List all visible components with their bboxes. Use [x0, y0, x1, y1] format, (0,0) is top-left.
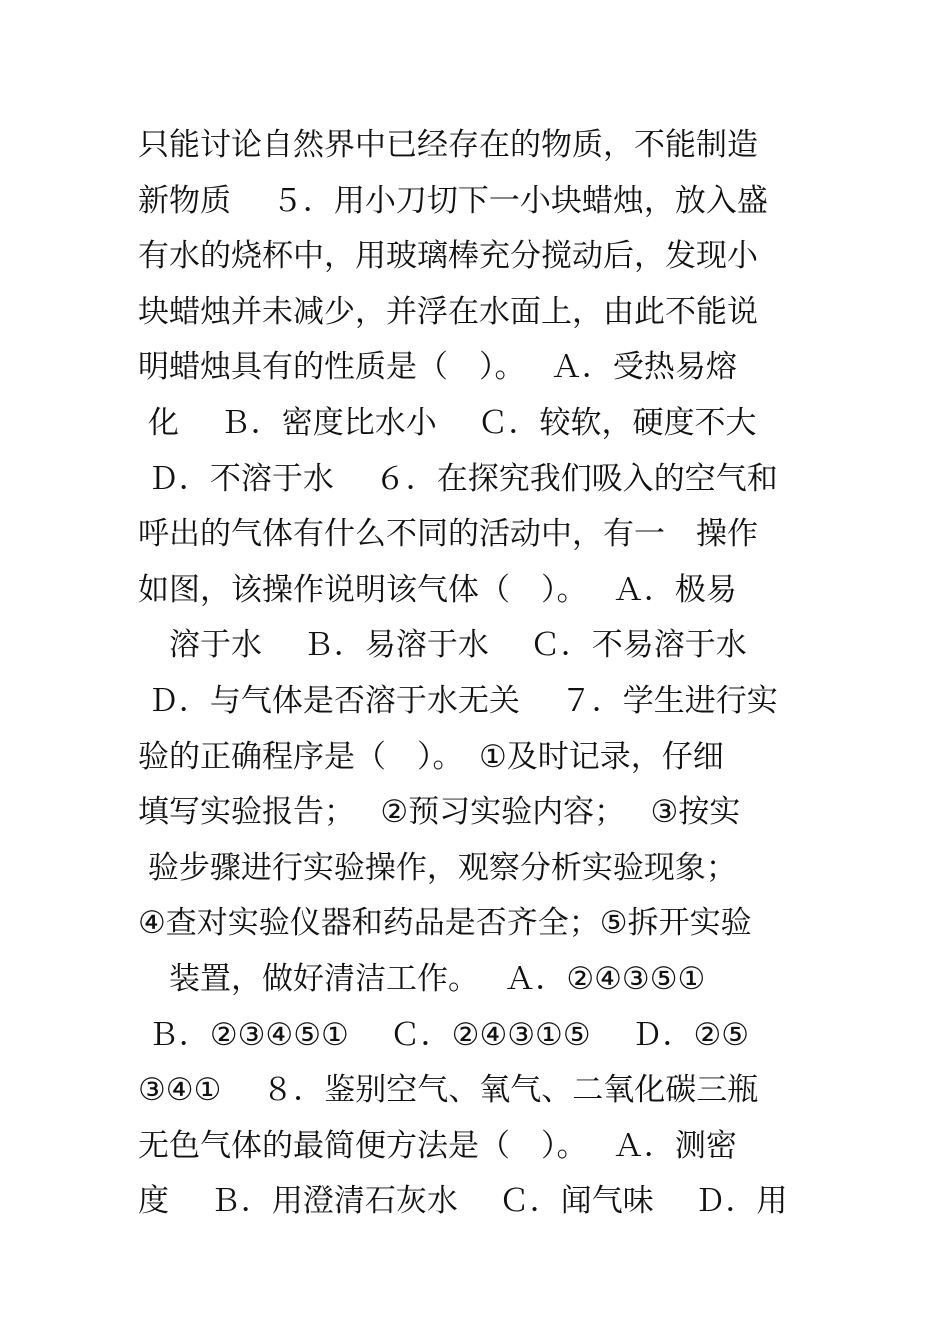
- text-line: 度 Ｂ．用澄清石灰水 Ｃ．闻气味 Ｄ．用: [138, 1183, 788, 1220]
- text-line: Ｄ．不溶于水 ６．在探究我们吸入的空气和: [138, 460, 778, 497]
- text-line: 化 Ｂ．密度比水小 Ｃ．较软，硬度不大: [138, 404, 757, 441]
- text-line: 明蜡烛具有的性质是（ ）。 Ａ．受热易熔: [138, 349, 737, 386]
- text-line: 新物质 ５．用小刀切下一小块蜡烛，放入盛: [138, 182, 768, 219]
- text-line: 块蜡烛并未减少，并浮在水面上，由此不能说: [138, 293, 758, 330]
- text-line: Ｄ．与气体是否溶于水无关 ７．学生进行实: [138, 682, 778, 719]
- question-text-block: [138, 118, 818, 1230]
- text-line: 溶于水 Ｂ．易溶于水 Ｃ．不易溶于水: [138, 627, 747, 664]
- text-line: 验的正确程序是（ ）。 ①及时记录，仔细: [138, 738, 724, 775]
- text-line: 有水的烧杯中，用玻璃棒充分搅动后，发现小: [138, 238, 758, 275]
- text-line: ③④① ８．鉴别空气、氧气、二氧化碳三瓶: [138, 1072, 759, 1109]
- text-line: ④查对实验仪器和药品是否齐全；⑤拆开实验: [138, 905, 752, 942]
- text-line: 验步骤进行实验操作，观察分析实验现象；: [138, 849, 737, 886]
- text-line: 装置，做好清洁工作。 Ａ．②④③⑤①: [138, 960, 706, 997]
- text-line: 无色气体的最简便方法是（ ）。 Ａ．测密: [138, 1127, 737, 1164]
- text-line: 只能讨论自然界中已经存在的物质，不能制造: [138, 127, 758, 163]
- text-line: Ｂ．②③④⑤① Ｃ．②④③①⑤ Ｄ．②⑤: [138, 1016, 750, 1053]
- text-line: 如图，该操作说明该气体（ ）。 Ａ．极易: [138, 571, 737, 608]
- text-line: 填写实验报告； ②预习实验内容； ③按实: [138, 794, 741, 831]
- text-line: 呼出的气体有什么不同的活动中，有一 操作: [138, 516, 758, 553]
